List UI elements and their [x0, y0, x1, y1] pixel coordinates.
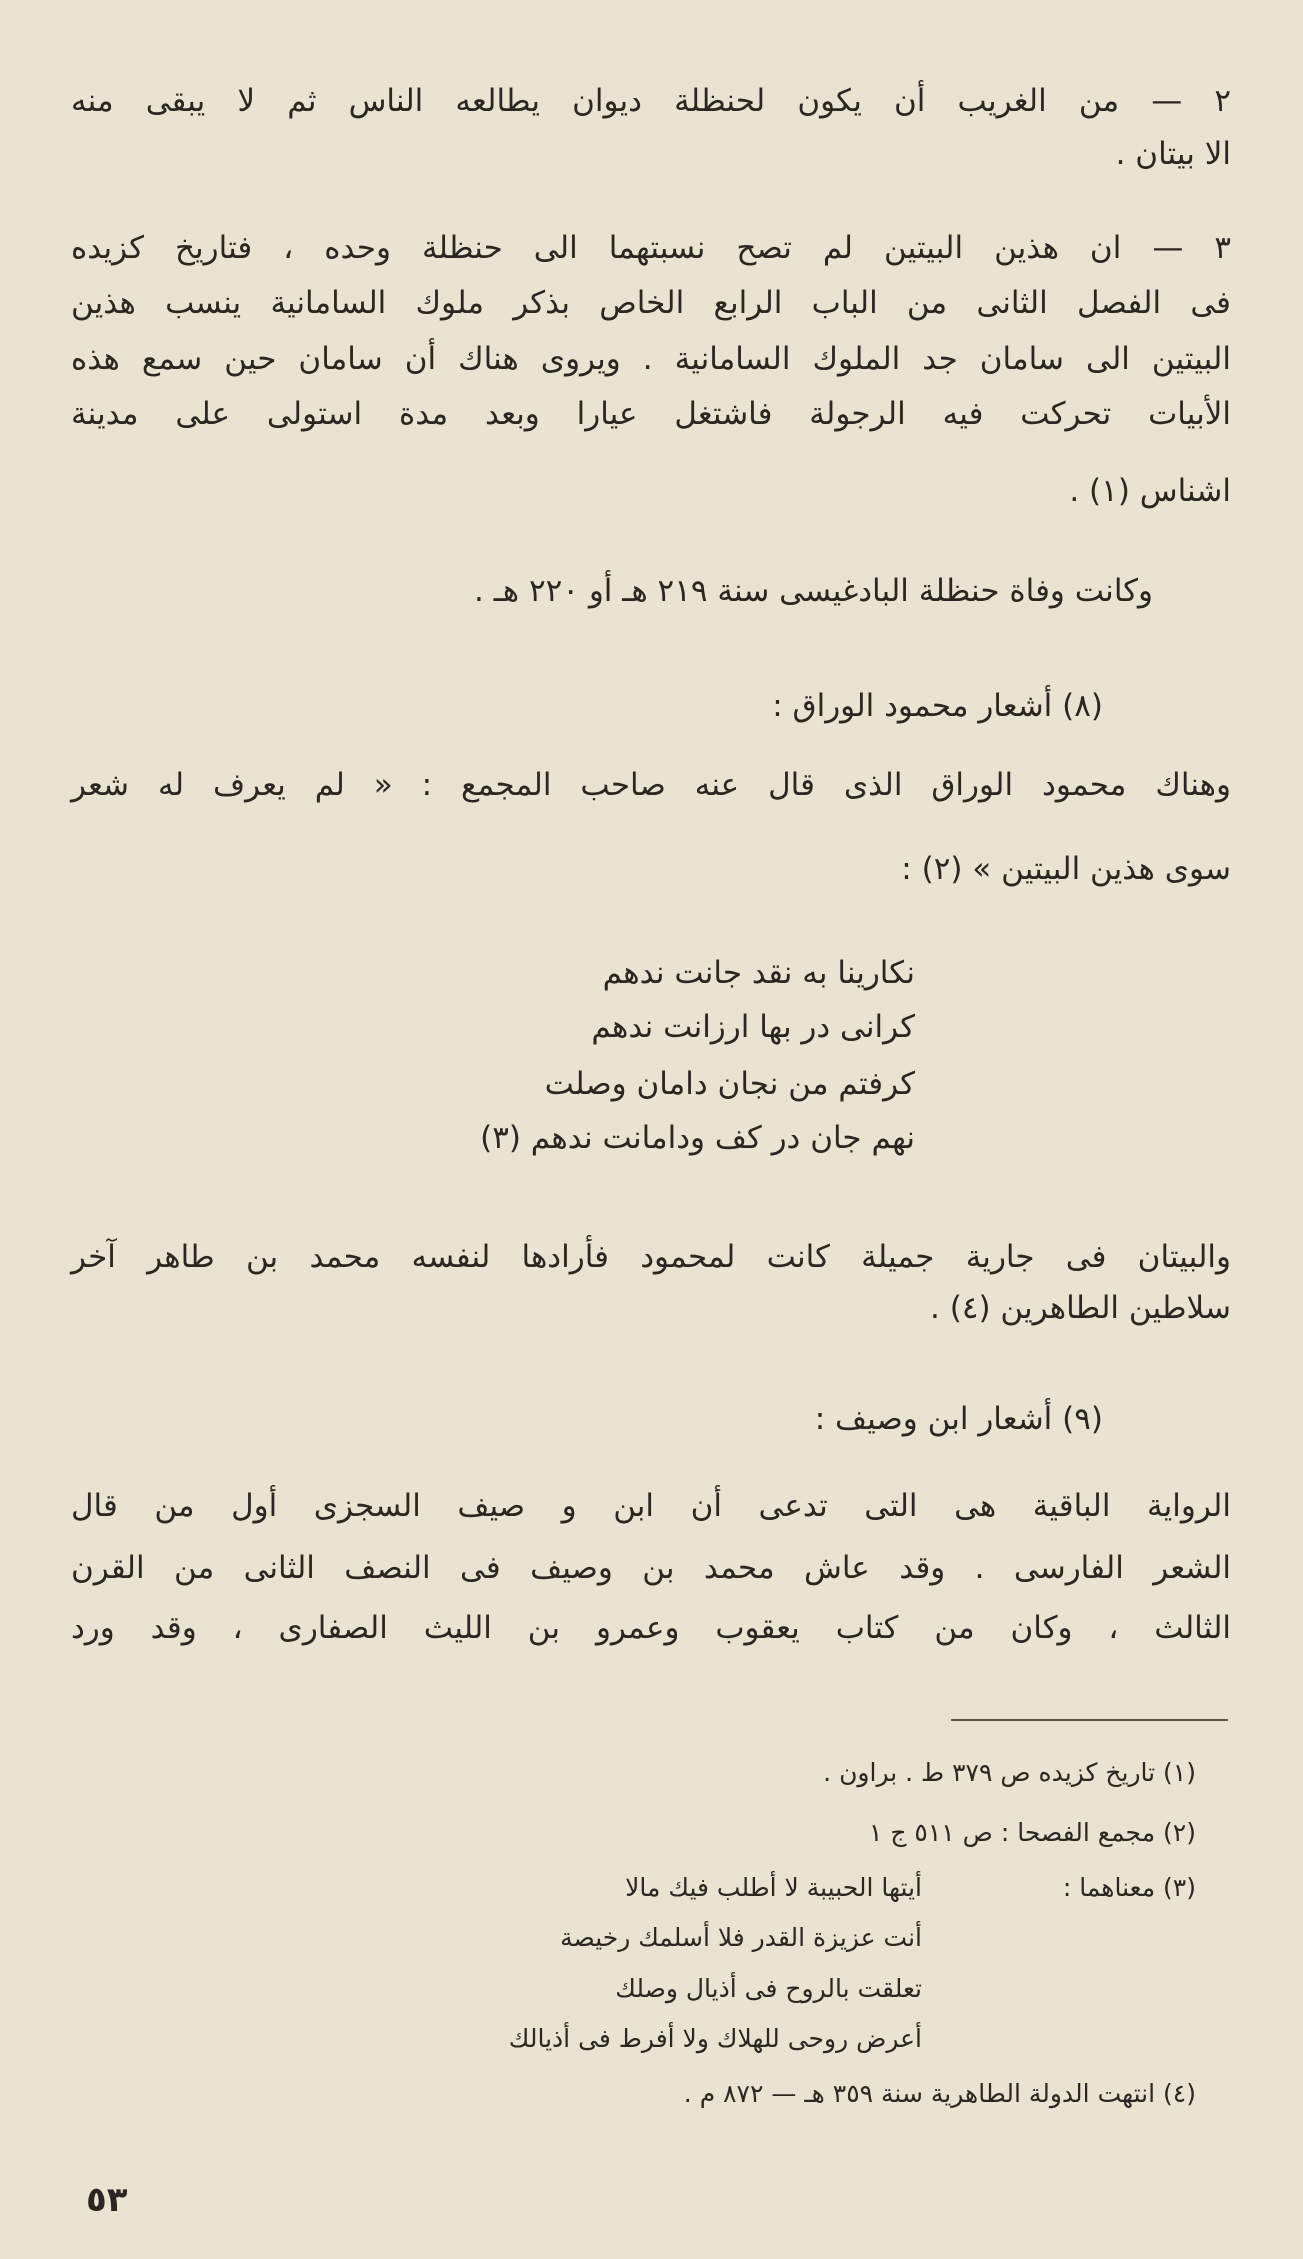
text-line: الرواية الباقية هى التى تدعى أن ابن و صيف السجزى أول من قال — [71, 1488, 1231, 1524]
page-number: ٥٣ — [86, 2180, 128, 2220]
text-line: الأبيات تحركت فيه الرجولة فاشتغل عيارا وبعد مدة استولى على مدينة — [71, 396, 1231, 432]
section-heading-8: (٨) أشعار محمود الوراق : — [772, 688, 1103, 724]
footnote-3-line: أنت عزيزة القدر فلا أسلمك رخيصة — [560, 1923, 922, 1952]
text-line: اشناس (١) . — [1069, 473, 1231, 509]
footnote-4: (٤) انتهت الدولة الطاهرية سنة ٣٥٩ هـ — ٨٧٢ م . — [683, 2079, 1196, 2108]
footnote-3-line: تعلقت بالروح فى أذيال وصلك — [615, 1974, 922, 2003]
text-line: وهناك محمود الوراق الذى قال عنه صاحب المجمع : « لم يعرف له شعر — [71, 767, 1231, 803]
footnote-3-line: أيتها الحبيبة لا أطلب فيك مالا — [625, 1873, 922, 1902]
poem-line: كرفتم من نجان دامان وصلت — [544, 1066, 915, 1102]
text-line: الشعر الفارسى . وقد عاش محمد بن وصيف فى النصف الثانى من القرن — [71, 1550, 1231, 1586]
text-line: ٢ — من الغريب أن يكون لحنظلة ديوان يطالعه الناس ثم لا يبقى منه — [71, 83, 1231, 119]
text-line: فى الفصل الثانى من الباب الرابع الخاص بذكر ملوك السامانية ينسب هذين — [71, 285, 1231, 321]
text-line: والبيتان فى جارية جميلة كانت لمحمود فأرادها لنفسه محمد بن طاهر آخر — [71, 1239, 1231, 1275]
footnote-divider — [951, 1719, 1228, 1721]
footnote-3-line: أعرض روحى للهلاك ولا أفرط فى أذيالك — [508, 2024, 922, 2053]
text-line: ٣ — ان هذين البيتين لم تصح نسبتهما الى حنظلة وحده ، فتاريخ كزيده — [71, 230, 1231, 266]
poem-line: نهم جان در كف ودامانت ندهم (٣) — [480, 1120, 915, 1156]
death-date-line: وكانت وفاة حنظلة البادغيسى سنة ٢١٩ هـ أو ٢٢٠ هـ . — [474, 573, 1153, 609]
poem-line: نكارينا به نقد جانت ندهم — [602, 955, 915, 991]
poem-line: كرانى در بها ارزانت ندهم — [591, 1009, 915, 1045]
text-line: الا بيتان . — [1115, 136, 1231, 172]
footnote-2: (٢) مجمع الفصحا : ص ٥١١ ج ١ — [868, 1818, 1196, 1847]
text-line: سوى هذين البيتين » (٢) : — [901, 851, 1231, 887]
text-line: البيتين الى سامان جد الملوك السامانية . ويروى هناك أن سامان حين سمع هذه — [71, 341, 1231, 377]
section-heading-9: (٩) أشعار ابن وصيف : — [814, 1401, 1103, 1437]
footnote-3-label: (٣) معناهما : — [1062, 1873, 1196, 1902]
footnote-1: (١) تاريخ كزيده ص ٣٧٩ ط . براون . — [823, 1758, 1196, 1787]
text-line: الثالث ، وكان من كتاب يعقوب وعمرو بن الليث الصفارى ، وقد ورد — [71, 1610, 1231, 1646]
text-line: سلاطين الطاهرين (٤) . — [930, 1290, 1231, 1326]
